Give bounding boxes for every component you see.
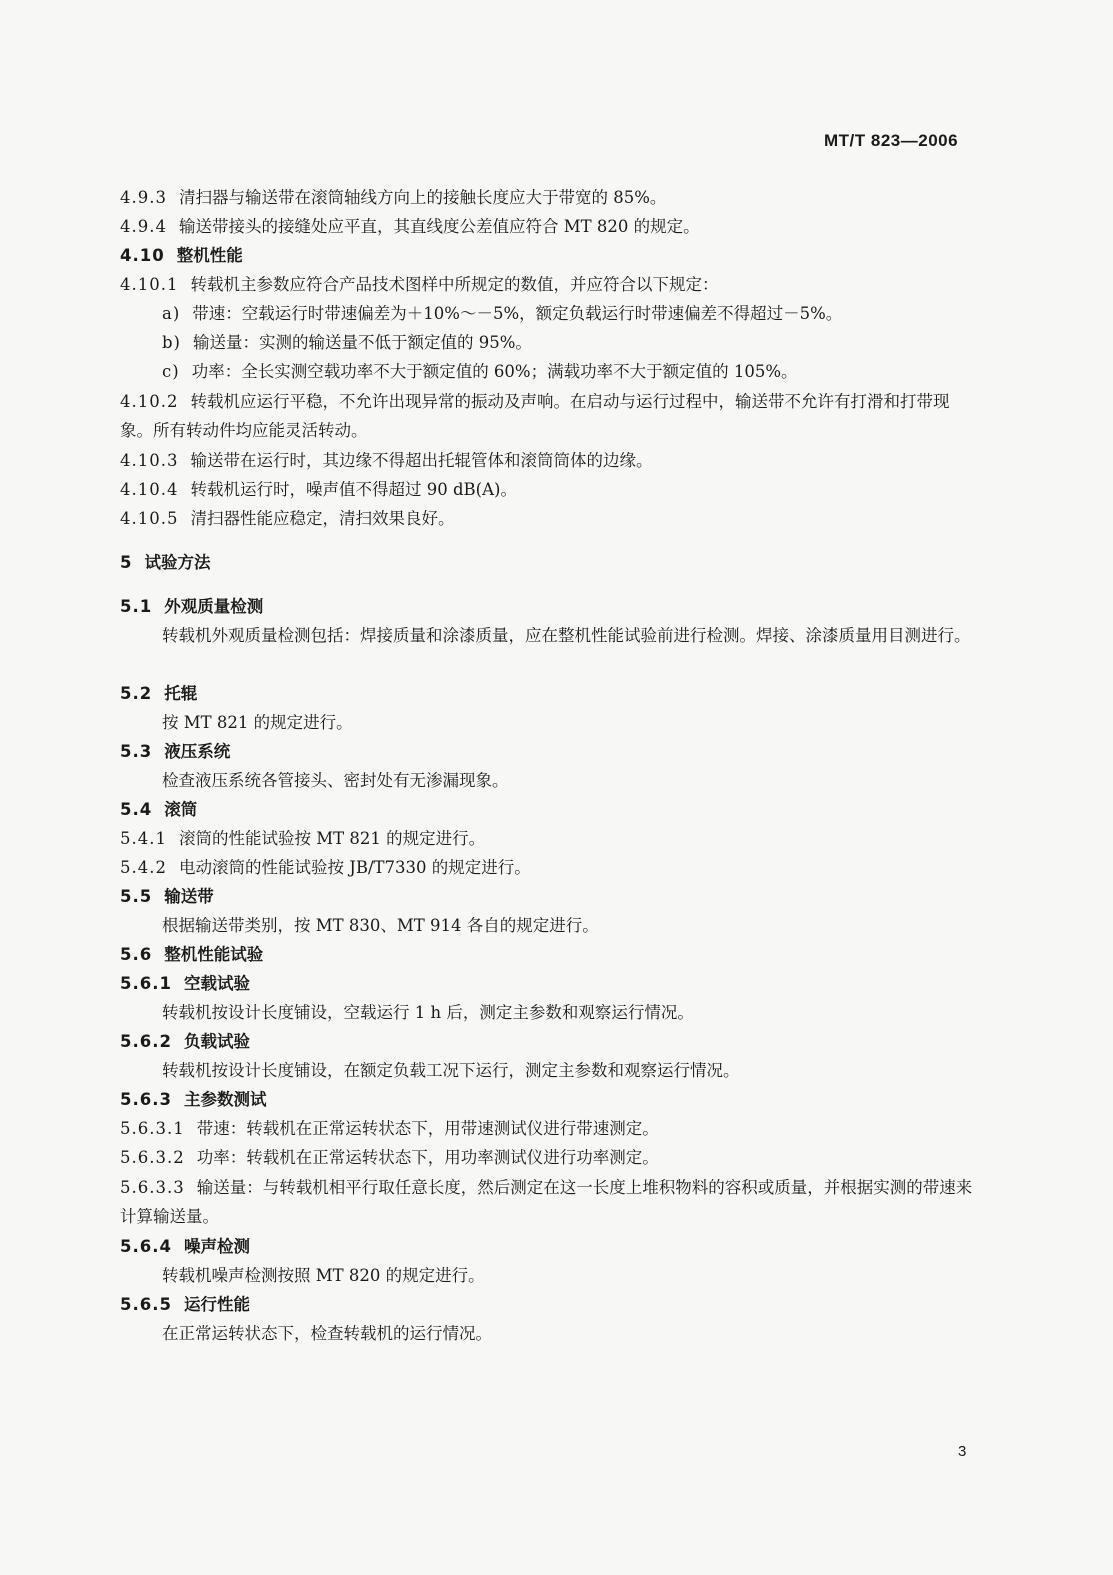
heading-5-3: 5.3 液压系统 bbox=[120, 742, 231, 761]
paragraph-5-6-4: 转载机噪声检测按照 MT 820 的规定进行。 bbox=[162, 1266, 485, 1285]
heading-4-10: 4.10 整机性能 bbox=[120, 246, 243, 265]
item-b: b) 输送量：实测的输送量不低于额定值的 95%。 bbox=[162, 333, 532, 352]
clause-4-10-1: 4.10.1 转载机主参数应符合产品技术图样中所规定的数值，并应符合以下规定： bbox=[120, 275, 719, 294]
clause-5-4-2: 5.4.2 电动滚筒的性能试验按 JB/T7330 的规定进行。 bbox=[120, 858, 531, 877]
clause-4-10-2: 4.10.2 转载机应运行平稳，不允许出现异常的振动及声响。在启动与运行过程中，输送带不允许有打滑和打带现象。所有转动件均应能灵活转动。 bbox=[120, 392, 950, 440]
heading-5-6-2: 5.6.2 负载试验 bbox=[120, 1032, 250, 1051]
paragraph-5-6-2: 转载机按设计长度铺设，在额定负载工况下运行，测定主参数和观察运行情况。 bbox=[162, 1061, 740, 1080]
clause-5-6-3-3: 5.6.3.3 输送量：与转载机相平行取任意长度，然后测定在这一长度上堆积物料的容积或质量，并根据实测的带速来计算输送量。 bbox=[120, 1178, 973, 1226]
heading-5-6-3: 5.6.3 主参数测试 bbox=[120, 1090, 267, 1109]
heading-5-6-5: 5.6.5 运行性能 bbox=[120, 1295, 250, 1314]
paragraph-5-3: 检查液压系统各管接头、密封处有无渗漏现象。 bbox=[162, 771, 509, 790]
clause-4-10-3: 4.10.3 输送带在运行时，其边缘不得超出托辊管体和滚筒筒体的边缘。 bbox=[120, 451, 653, 470]
heading-5-6: 5.6 整机性能试验 bbox=[120, 945, 264, 964]
heading-5-1: 5.1 外观质量检测 bbox=[120, 597, 264, 616]
clause-4-9-3: 4.9.3 清扫器与输送带在滚筒轴线方向上的接触长度应大于带宽的 85%。 bbox=[120, 188, 667, 207]
paragraph-5-2: 按 MT 821 的规定进行。 bbox=[162, 713, 353, 732]
paragraph-5-6-1: 转载机按设计长度铺设，空载运行 1 h 后，测定主参数和观察运行情况。 bbox=[162, 1003, 694, 1022]
heading-5-5: 5.5 输送带 bbox=[120, 887, 214, 906]
clause-5-6-3-2: 5.6.3.2 功率：转载机在正常运转状态下，用功率测试仪进行功率测定。 bbox=[120, 1148, 659, 1167]
clause-5-6-3-1: 5.6.3.1 带速：转载机在正常运转状态下，用带速测试仪进行带速测定。 bbox=[120, 1119, 659, 1138]
heading-5-2: 5.2 托辊 bbox=[120, 684, 198, 703]
item-c: c) 功率：全长实测空载功率不大于额定值的 60%；满载功率不大于额定值的 105%。 bbox=[162, 362, 798, 381]
item-a: a) 带速：空载运行时带速偏差为＋10%～－5%，额定负载运行时带速偏差不得超过－5%。 bbox=[162, 304, 843, 323]
clause-5-4-1: 5.4.1 滚筒的性能试验按 MT 821 的规定进行。 bbox=[120, 829, 486, 848]
standard-code: MT/T 823—2006 bbox=[824, 131, 959, 150]
heading-5-6-4: 5.6.4 噪声检测 bbox=[120, 1237, 250, 1256]
paragraph-5-6-5: 在正常运转状态下，检查转载机的运行情况。 bbox=[162, 1324, 492, 1343]
clause-4-9-4: 4.9.4 输送带接头的接缝处应平直，其直线度公差值应符合 MT 820 的规定。 bbox=[120, 217, 700, 236]
paragraph-5-1: 转载机外观质量检测包括：焊接质量和涂漆质量，应在整机性能试验前进行检测。焊接、涂漆质量用目测进行。 bbox=[162, 626, 971, 645]
heading-5-6-1: 5.6.1 空载试验 bbox=[120, 974, 250, 993]
heading-5: 5 试验方法 bbox=[120, 553, 211, 572]
clause-4-10-4: 4.10.4 转载机运行时，噪声值不得超过 90 dB(A)。 bbox=[120, 480, 517, 499]
heading-5-4: 5.4 滚筒 bbox=[120, 800, 198, 819]
clause-4-10-5: 4.10.5 清扫器性能应稳定，清扫效果良好。 bbox=[120, 509, 455, 528]
page-number: 3 bbox=[958, 1443, 967, 1460]
paragraph-5-5: 根据输送带类别，按 MT 830、MT 914 各自的规定进行。 bbox=[162, 916, 599, 935]
